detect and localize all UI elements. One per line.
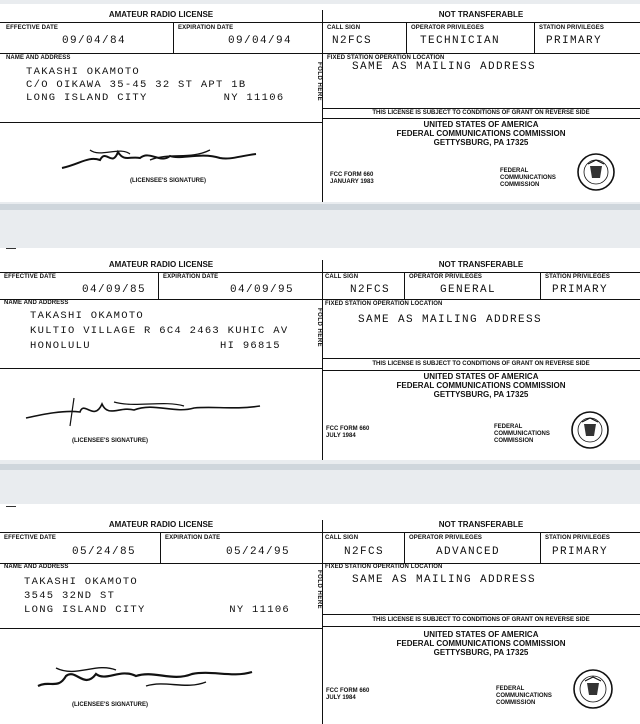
form-date: JULY 1984 xyxy=(326,433,356,439)
address-line-2: 3545 32ND ST xyxy=(24,590,116,602)
address-line-1: TAKASHI OKAMOTO xyxy=(30,310,145,322)
expiration-date-value: 04/09/95 xyxy=(230,284,295,296)
effective-date-label: EFFECTIVE DATE xyxy=(4,535,56,541)
name-address-label: NAME AND ADDRESS xyxy=(4,300,69,306)
fcc-name: FEDERAL COMMUNICATIONS COMMISSION xyxy=(494,424,550,444)
operator-privileges-value: TECHNICIAN xyxy=(420,35,501,47)
form-number: FCC FORM 660 JULY 1984 xyxy=(326,426,370,439)
signature-image xyxy=(36,656,256,700)
gov-line-1: UNITED STATES OF AMERICA xyxy=(423,120,539,129)
gov-line-1: UNITED STATES OF AMERICA xyxy=(423,372,539,381)
effective-date-value: 05/24/85 xyxy=(72,546,137,558)
fixed-station-label: FIXED STATION OPERATION LOCATION xyxy=(327,55,445,61)
effective-date-label: EFFECTIVE DATE xyxy=(6,25,58,31)
address-line-1: TAKASHI OKAMOTO xyxy=(26,66,141,78)
gov-line-1: UNITED STATES OF AMERICA xyxy=(423,630,539,639)
fcc-seal-icon xyxy=(576,152,616,192)
fixed-station-value: SAME AS MAILING ADDRESS xyxy=(352,61,537,73)
signature-image xyxy=(60,138,260,178)
license-card-1 xyxy=(0,4,640,202)
not-transferable: NOT TRANSFERABLE xyxy=(322,10,640,23)
not-transferable: NOT TRANSFERABLE xyxy=(322,260,640,273)
operator-privileges-label: OPERATOR PRIVILEGES xyxy=(411,25,485,31)
fold-here-label: FOLD HERE xyxy=(316,570,322,610)
fcc-seal-icon xyxy=(572,668,614,710)
gov-line-2: FEDERAL COMMUNICATIONS COMMISSION xyxy=(396,381,566,390)
name-address-label: NAME AND ADDRESS xyxy=(6,55,71,61)
signature-image xyxy=(24,392,264,432)
effective-date-value: 04/09/85 xyxy=(82,284,147,296)
fixed-station-label: FIXED STATION OPERATION LOCATION xyxy=(325,564,443,570)
gov-block xyxy=(322,120,640,147)
call-sign-label: CALL SIGN xyxy=(327,25,361,31)
call-sign-label: CALL SIGN xyxy=(325,535,359,541)
separator-2 xyxy=(0,464,640,470)
station-privileges-value: PRIMARY xyxy=(546,35,603,47)
signature-label: (LICENSEE'S SIGNATURE) xyxy=(72,438,148,444)
station-privileges-label: STATION PRIVILEGES xyxy=(539,25,604,31)
address-line-3: LONG ISLAND CITY NY 11106 xyxy=(24,604,291,616)
address-line-2: KULTIO VILLAGE R 6C4 2463 KUHIC AV xyxy=(30,325,289,337)
station-privileges-label: STATION PRIVILEGES xyxy=(545,535,610,541)
fcc-name: FEDERAL COMMUNICATIONS COMMISSION xyxy=(500,168,556,188)
fixed-station-value: SAME AS MAILING ADDRESS xyxy=(352,574,537,586)
gov-block xyxy=(322,372,640,399)
conditions-notice: THIS LICENSE IS SUBJECT TO CONDITIONS OF GRANT ON REVERSE SIDE xyxy=(372,361,590,367)
expiration-date-label: EXPIRATION DATE xyxy=(163,274,219,280)
not-transferable: NOT TRANSFERABLE xyxy=(322,520,640,533)
address-line-2: C/O OIKAWA 35-45 32 ST APT 1B xyxy=(26,79,247,91)
separator-1 xyxy=(0,204,640,210)
station-privileges-label: STATION PRIVILEGES xyxy=(545,274,610,280)
fixed-station-value: SAME AS MAILING ADDRESS xyxy=(358,314,543,326)
gov-line-2: FEDERAL COMMUNICATIONS COMMISSION xyxy=(396,639,566,648)
address-line-3: LONG ISLAND CITY NY 11106 xyxy=(26,92,285,104)
conditions-notice: THIS LICENSE IS SUBJECT TO CONDITIONS OF GRANT ON REVERSE SIDE xyxy=(372,617,590,623)
gov-block xyxy=(322,630,640,657)
license-card-2 xyxy=(0,248,640,460)
gov-line-3: GETTYSBURG, PA 17325 xyxy=(433,390,529,399)
call-sign-value: N2FCS xyxy=(350,284,391,296)
form-number: FCC FORM 660 JANUARY 1983 xyxy=(330,172,374,185)
expiration-date-value: 09/04/94 xyxy=(228,35,293,47)
license-title: AMATEUR RADIO LICENSE xyxy=(0,520,322,533)
name-address-label: NAME AND ADDRESS xyxy=(4,564,69,570)
fold-here-label: FOLD HERE xyxy=(316,308,322,348)
operator-privileges-value: ADVANCED xyxy=(436,546,501,558)
fold-here-label: FOLD HERE xyxy=(316,62,322,102)
gov-line-3: GETTYSBURG, PA 17325 xyxy=(433,138,529,147)
gov-line-2: FEDERAL COMMUNICATIONS COMMISSION xyxy=(396,129,566,138)
fcc-seal-icon xyxy=(570,410,610,450)
license-title: AMATEUR RADIO LICENSE xyxy=(0,260,322,273)
license-title: AMATEUR RADIO LICENSE xyxy=(0,10,322,23)
call-sign-value: N2FCS xyxy=(332,35,373,47)
call-sign-label: CALL SIGN xyxy=(325,274,359,280)
operator-privileges-label: OPERATOR PRIVILEGES xyxy=(409,535,483,541)
form-date: JANUARY 1983 xyxy=(330,179,374,185)
conditions-notice: THIS LICENSE IS SUBJECT TO CONDITIONS OF GRANT ON REVERSE SIDE xyxy=(372,110,590,116)
address-line-3: HONOLULU HI 96815 xyxy=(30,340,281,352)
effective-date-label: EFFECTIVE DATE xyxy=(4,274,56,280)
operator-privileges-label: OPERATOR PRIVILEGES xyxy=(409,274,483,280)
call-sign-value: N2FCS xyxy=(344,546,385,558)
fixed-station-label: FIXED STATION OPERATION LOCATION xyxy=(325,301,443,307)
signature-label: (LICENSEE'S SIGNATURE) xyxy=(130,178,206,184)
signature-label: (LICENSEE'S SIGNATURE) xyxy=(72,702,148,708)
operator-privileges-value: GENERAL xyxy=(440,284,497,296)
gov-line-3: GETTYSBURG, PA 17325 xyxy=(433,648,529,657)
form-number: FCC FORM 660 JULY 1984 xyxy=(326,688,370,701)
address-line-1: TAKASHI OKAMOTO xyxy=(24,576,139,588)
license-card-3 xyxy=(0,504,640,724)
station-privileges-value: PRIMARY xyxy=(552,284,609,296)
expiration-date-label: EXPIRATION DATE xyxy=(165,535,221,541)
expiration-date-value: 05/24/95 xyxy=(226,546,291,558)
effective-date-value: 09/04/84 xyxy=(62,35,127,47)
form-date: JULY 1984 xyxy=(326,695,356,701)
fcc-name: FEDERAL COMMUNICATIONS COMMISSION xyxy=(496,686,552,706)
station-privileges-value: PRIMARY xyxy=(552,546,609,558)
expiration-date-label: EXPIRATION DATE xyxy=(178,25,234,31)
